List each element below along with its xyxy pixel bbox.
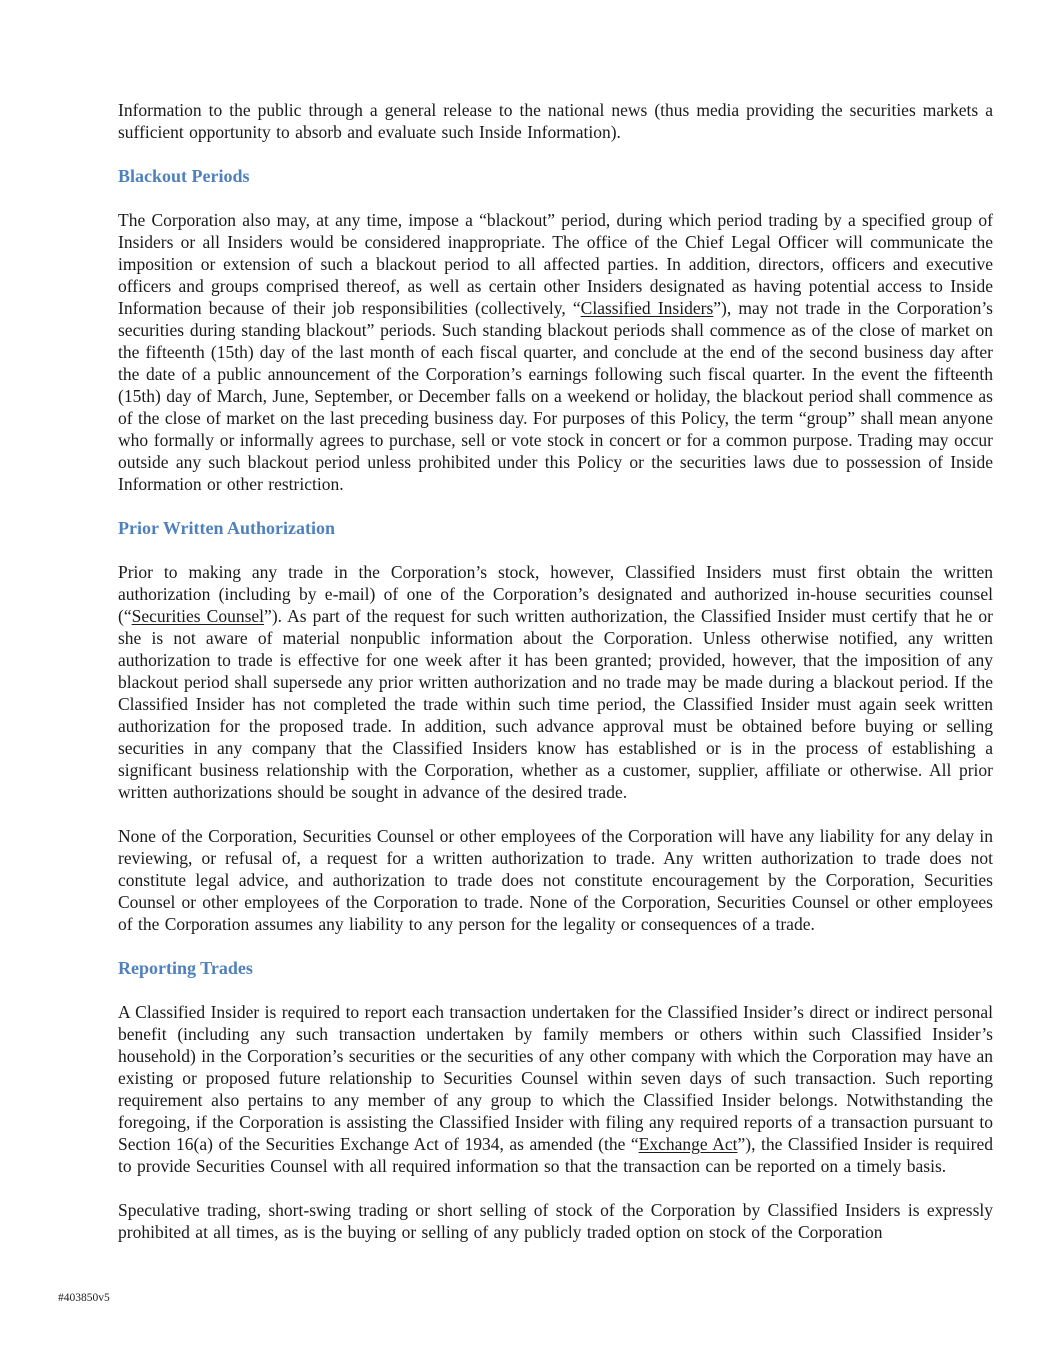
text-segment: ”). As part of the request for such written authorization, the Classified Insider must certify that he or she is not aware of material nonpublic information about the Corporation. Unless otherwise notified, any written authorization to trade is effective for one week after it has been granted; provided, however, that the imposition of any blackout period shall supersede any prior written authorization and no trade may be made during a blackout period. If the Classified Insider has not completed the trade within such time period, the Classified Insider must again seek written authorization for the proposed trade. In addition, such advance approval must be obtained before buying or selling securities in any company that the Classified Insiders know has established or is in the process of establishing a significant business relationship with the Corporation, whether as a customer, supplier, affiliate or otherwise. All prior written authorizations should be sought in advance of the desired trade. bbox=[118, 606, 993, 802]
paragraph bbox=[118, 209, 993, 495]
text-segment: ”), may not trade in the Corporation’s securities during standing blackout” periods. Such standing blackout periods shall commence as of the close of market on the fifteenth (15th) day of the last month of each fiscal quarter, and conclude at the end of the second business day after the date of a public announcement of the Corporation’s earnings following such fiscal quarter. In the event the fifteenth (15th) day of March, June, September, or December falls on a weekend or holiday, the blackout period shall commence as of the close of market on the last preceding business day. For purposes of this Policy, the term “group” shall mean anyone who formally or informally agrees to purchase, sell or vote stock in concert or for a common purpose. Trading may occur outside any such blackout period unless prohibited under this Policy or the securities laws due to possession of Inside Information or other restriction. bbox=[118, 298, 993, 494]
paragraph bbox=[118, 1199, 993, 1243]
text-segment: A Classified Insider is required to report each transaction undertaken for the Classified Insider’s direct or indirect personal benefit (including any such transaction undertaken by family members or others within such Classified Insider’s household) in the Corporation’s securities or the securities of any other company with which the Corporation may have an existing or proposed future relationship to Securities Counsel within seven days of such transaction. Such reporting requirement also pertains to any member of any group to which the Classified Insider belongs. Notwithstanding the foregoing, if the Corporation is assisting the Classified Insider with filing any required reports of a transaction pursuant to Section 16(a) of the Securities Exchange Act of 1934, as amended (the “ bbox=[118, 1002, 993, 1154]
section-heading: Prior Written Authorization bbox=[118, 518, 335, 538]
doc-control-number: #403850v5 bbox=[58, 1292, 110, 1304]
section-heading: Blackout Periods bbox=[118, 166, 250, 186]
text-segment: Information to the public through a general release to the national news (thus media providing the securities markets a sufficient opportunity to absorb and evaluate such Inside Information). bbox=[118, 100, 993, 142]
text-segment: The Corporation also may, at any time, impose a “blackout” period, during which period trading by a specified group of Insiders or all Insiders would be considered inappropriate. The office of the Chief Legal Officer will communicate the imposition or extension of such a blackout period to all affected parties. In addition, directors, officers and executive officers and groups comprised thereof, as well as certain other Insiders designated as having potential access to Inside Information because of their job responsibilities (collectively, “ bbox=[118, 210, 993, 318]
section-heading: Reporting Trades bbox=[118, 958, 253, 978]
underlined-term: Classified Insiders bbox=[580, 298, 714, 318]
underlined-term: Securities Counsel bbox=[131, 606, 265, 626]
text-segment: ”), the Classified Insider is required to provide Securities Counsel with all required information so that the transaction can be reported on a timely basis. bbox=[118, 1134, 994, 1176]
paragraph bbox=[118, 825, 993, 935]
paragraph bbox=[118, 99, 993, 143]
text-segment: Speculative trading, short-swing trading or short selling of stock of the Corporation by Classified Insiders is expressly prohibited at all times, as is the buying or selling of any publicly traded option on stock of the Corporation bbox=[118, 1200, 993, 1242]
text-segment: Prior to making any trade in the Corporation’s stock, however, Classified Insiders must first obtain the written authorization (including by e-mail) of one of the Corporation’s designated and authorized in-house securities counsel (“ bbox=[118, 562, 993, 626]
paragraph bbox=[118, 1001, 993, 1177]
underlined-term: Exchange Act bbox=[638, 1134, 738, 1154]
paragraph bbox=[118, 561, 993, 803]
document-footer bbox=[58, 1291, 110, 1305]
text-segment: None of the Corporation, Securities Counsel or other employees of the Corporation will have any liability for any delay in reviewing, or refusal of, a request for a written authorization to trade. Any written authorization to trade does not constitute legal advice, and authorization to trade does not constitute encouragement by the Corporation, Securities Counsel or other employees of the Corporation to trade. None of the Corporation, Securities Counsel or other employees of the Corporation assumes any liability to any person for the legality or consequences of a trade. bbox=[118, 826, 993, 934]
